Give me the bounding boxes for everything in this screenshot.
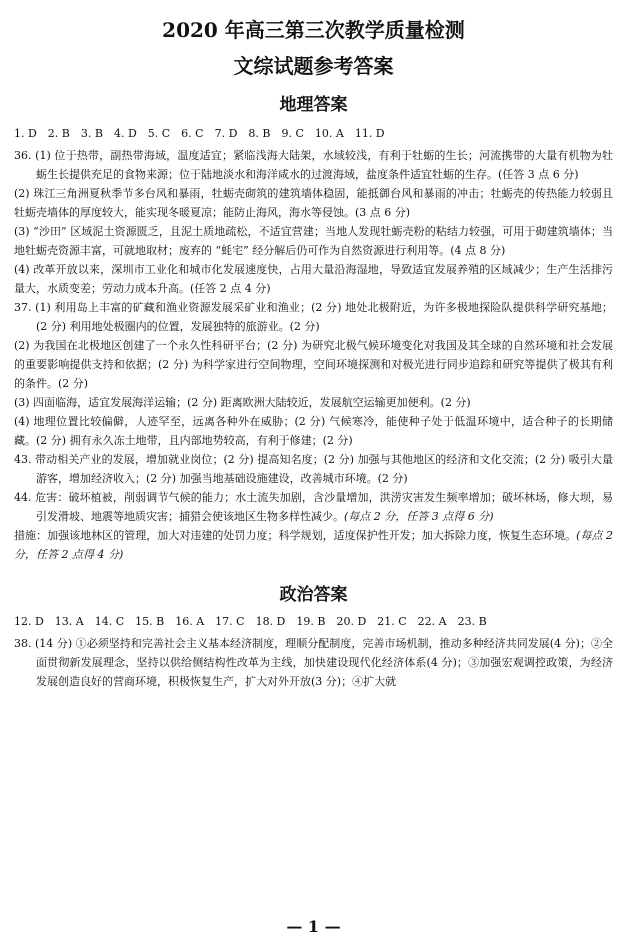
page-number: — 1 — [286, 917, 341, 936]
q37-part-1: 37. (1) 利用岛上丰富的矿藏和渔业资源发展采矿业和渔业；(2 分) 地处北极附近，为许多极地探险队提供科学研究基地；(2 分) 利用地处极圈内的位置，发展独特的旅游业。(2 分) [14, 301, 613, 333]
q44-harm-score: (每点 2 分，任答 3 点得 6 分) [344, 510, 494, 523]
q36-part-2: (2) 珠江三角洲夏秋季节多台风和暴雨，牡蛎壳砌筑的建筑墙体稳固，能抵御台风和暴雨的冲击；牡蛎壳的传热能力较弱且牡蛎壳墙体的厚度较大，能实现冬暖夏凉；能防止海风，海水等侵蚀。(3 点 6 分) [14, 187, 613, 219]
q44-measure-text: 措施：加强该地林区的管理，加大对违建的处罚力度；科学规划，适度保护性开发；加大拆除力度，恢复生态环境。 [14, 529, 577, 542]
geography-choice-answers: 1. D 2. B 3. B 4. D 5. C 6. C 7. D 8. B 9. C 10. A 11. D [14, 127, 385, 140]
q37-part-3: (3) 四面临海，适宜发展海洋运输；(2 分) 距离欧洲大陆较近，发展航空运输更加便利。(2 分) [14, 396, 471, 409]
politics-heading: 政治答案 [279, 585, 348, 605]
q44-part-2 [14, 526, 613, 564]
politics-choice-answers: 12. D 13. A 14. C 15. B 16. A 17. C 18. D 19. B 20. D 21. C 22. A 23. B [14, 615, 487, 628]
document-title: 2020 年高三第三次教学质量检测 [162, 18, 465, 42]
document-subtitle: 文综试题参考答案 [233, 54, 394, 78]
q37-part-2: (2) 为我国在北极地区创建了一个永久性科研平台；(2 分) 为研究北极气候环境变化对我国及其全球的自然环境和社会发展的重要影响提供支持和依据；(2 分) 为科学家进行空间物理，空间环境探测和对极光进行同步追踪和研究等提供了极其有利的条件。(2 分) [14, 339, 613, 390]
question-37 [14, 298, 613, 450]
q36-part-1: 36. (1) 位于热带，副热带海域，温度适宜；紧临浅海大陆架，水域较浅，有利于牡蛎的生长；河流携带的大量有机物为牡蛎生长提供充足的食物来源；位于陆地淡水和海洋咸水的过渡海域，盐度条件适宜牡蛎的生存。(任答 3 点 6 分) [14, 149, 613, 181]
q44-measure-score: (每点 2 分，任答 2 点得 4 分) [14, 529, 613, 561]
question-43 [14, 450, 613, 488]
q36-part-3: (3) “沙田” 区域泥土资源匮乏，且泥土质地疏松，不适宜营建；当地人发现牡蛎壳粉的粘结力较强，可用于砌建筑墙体；当地牡蛎壳资源丰富，可就地取材；废弃的 “蚝宅” 经分解后仍可作为自然资源进行利用等。(4 点 8 分) [14, 225, 613, 257]
question-38 [14, 634, 613, 691]
q38-answer: 38. (14 分) ①必须坚持和完善社会主义基本经济制度，理顺分配制度，完善市场机制，推动多种经济共同发展(4 分)；②全面贯彻新发展理念，坚持以供给侧结构性改革为主线，加快建设现代化经济体系(4 分)；③加强宏观调控政策，为经济发展创造良好的营商环境，积极恢复生产，扩大对外开放(3 分)；④扩大就 [14, 637, 613, 688]
q44-harm-text: 44. 危害：破坏植被，削弱调节气候的能力；水土流失加剧，含沙量增加，洪涝灾害发生频率增加；破坏林场，修大坝，易引发滑坡、地震等地质灾害；捕猎会使该地区生物多样性减少。 [14, 491, 613, 523]
q37-part-4: (4) 地理位置比较偏僻，人迹罕至，远离各种外在威胁；(2 分) 气候寒冷，能使种子处于低温环境中，适合种子的长期储藏。(2 分) 拥有永久冻土地带，且内部地势较高，有利于修建；(2 分) [14, 415, 613, 447]
q43-answer: 43. 带动相关产业的发展，增加就业岗位；(2 分) 提高知名度；(2 分) 加强与其他地区的经济和文化交流；(2 分) 吸引大量游客，增加经济收入；(2 分) 加强当地基础设施建设，改善城市环境。(2 分) [14, 453, 613, 485]
question-36 [14, 146, 613, 298]
q44-part-1 [14, 488, 613, 526]
geography-heading: 地理答案 [279, 95, 348, 115]
q36-part-4: (4) 改革开放以来，深圳市工业化和城市化发展速度快，占用大量沿海湿地，导致适宜发展养殖的区域减少；生产生活排污量大，水质变差；劳动力成本升高。(任答 2 点 4 分) [14, 263, 613, 295]
question-44 [14, 488, 613, 564]
